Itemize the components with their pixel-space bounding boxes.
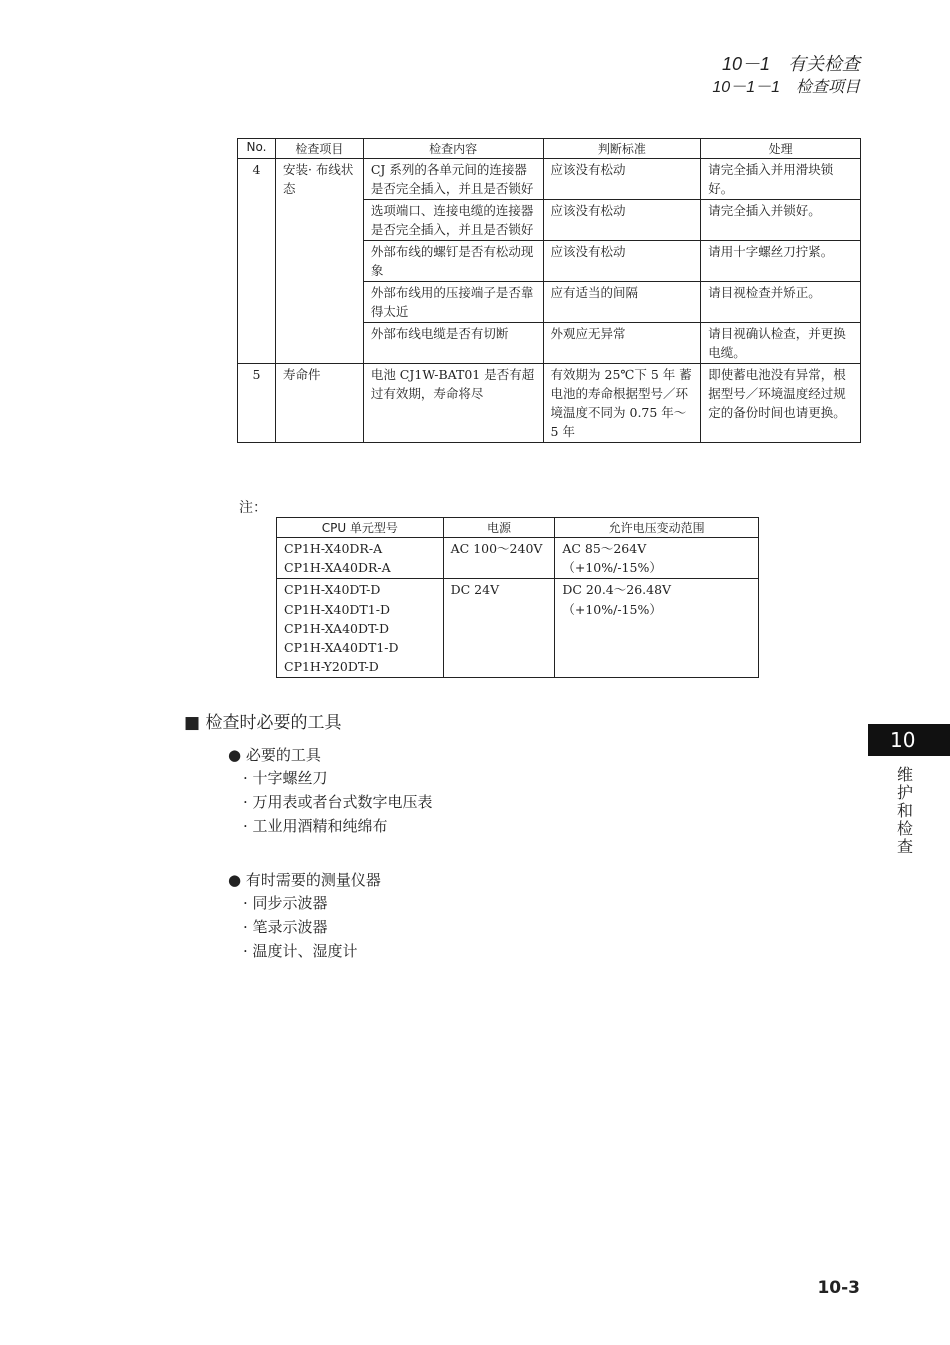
action: 请用十字螺丝刀拧紧。 <box>701 241 861 282</box>
range-tolerance: （+10%/-15%） <box>562 560 662 576</box>
chapter-tab-char: 维 <box>896 765 913 784</box>
optional-instruments-title: ● 有时需要的测量仪器 <box>228 871 381 889</box>
list-item: · 万用表或者台式数字电压表 <box>243 793 433 811</box>
criteria: 应该没有松动 <box>543 200 701 241</box>
check-content: 电池 CJ1W-BAT01 是否有超过有效期，寿命将尽 <box>363 364 543 443</box>
item-name: 安装· 布线状态 <box>275 159 363 364</box>
power-cell: AC 100～240V <box>443 538 555 579</box>
header-power: 电源 <box>443 518 555 538</box>
chapter-tab-char: 检 <box>896 819 913 838</box>
header-criteria: 判断标准 <box>543 139 701 159</box>
action: 请完全插入并用滑块锁好。 <box>701 159 861 200</box>
model-cell <box>277 538 444 579</box>
item-name: 寿命件 <box>275 364 363 443</box>
action: 请目视确认检查，并更换电缆。 <box>701 323 861 364</box>
criteria: 应该没有松动 <box>543 159 701 200</box>
inspection-table <box>237 138 861 443</box>
range-value: AC 85～264V <box>562 541 647 556</box>
model-cell <box>277 579 444 678</box>
model-name: CP1H-X40DT-D <box>284 582 381 598</box>
table-header-row <box>277 518 759 538</box>
model-name: CP1H-Y20DT-D <box>284 659 379 675</box>
check-content: 外部布线的螺钉是否有松动现象 <box>363 241 543 282</box>
table-row <box>277 538 759 579</box>
criteria: 应有适当的间隔 <box>543 282 701 323</box>
page-number: 10-3 <box>817 1278 860 1298</box>
power-cell: DC 24V <box>443 579 555 678</box>
check-content: CJ 系列的各单元间的连接器是否完全插入，并且是否锁好 <box>363 159 543 200</box>
item-no: 5 <box>238 364 276 443</box>
range-value: DC 20.4～26.48V <box>562 582 672 598</box>
header-model: CPU 单元型号 <box>277 518 444 538</box>
header-range: 允许电压变动范围 <box>555 518 759 538</box>
criteria: 外观应无异常 <box>543 323 701 364</box>
voltage-table <box>276 517 759 678</box>
section-header: 10－1 有关检查 <box>721 54 860 74</box>
table-row <box>238 159 861 200</box>
subsection-header: 10－1－1 检查项目 <box>712 79 860 96</box>
check-content: 外部布线用的压接端子是否靠得太近 <box>363 282 543 323</box>
model-name: CP1H-XA40DT-D <box>284 620 389 636</box>
model-name: CP1H-XA40DR-A <box>284 560 391 576</box>
action: 即使蓄电池没有异常，根据型号／环境温度经过规定的备份时间也请更换。 <box>701 364 861 443</box>
header-content: 检查内容 <box>363 139 543 159</box>
required-tools-title: ● 必要的工具 <box>228 746 321 764</box>
chapter-tab-char: 查 <box>896 837 913 856</box>
header-no: No. <box>238 139 276 159</box>
item-no: 4 <box>238 159 276 364</box>
tools-section-title: ■ 检查时必要的工具 <box>184 713 342 733</box>
chapter-tab-char: 和 <box>896 801 913 820</box>
action: 请目视检查并矫正。 <box>701 282 861 323</box>
list-item: · 温度计、湿度计 <box>243 942 358 960</box>
table-row <box>238 364 861 443</box>
range-cell <box>555 579 759 678</box>
model-name: CP1H-XA40DT1-D <box>284 640 399 656</box>
check-content: 选项端口、连接电缆的连接器是否完全插入，并且是否锁好 <box>363 200 543 241</box>
action: 请完全插入并锁好。 <box>701 200 861 241</box>
note-label: 注： <box>239 500 267 516</box>
model-name: CP1H-X40DR-A <box>284 541 383 556</box>
header-item: 检查项目 <box>275 139 363 159</box>
optional-instruments-list <box>243 891 358 963</box>
criteria: 应该没有松动 <box>543 241 701 282</box>
check-content: 外部布线电缆是否有切断 <box>363 323 543 364</box>
model-name: CP1H-X40DT1-D <box>284 601 390 617</box>
header-action: 处理 <box>701 139 861 159</box>
table-header-row <box>238 139 861 159</box>
list-item: · 笔录示波器 <box>243 918 328 936</box>
range-cell <box>555 538 759 579</box>
list-item: · 十字螺丝刀 <box>243 769 328 787</box>
criteria: 有效期为 25℃下 5 年 蓄电池的寿命根据型号／环境温度不同为 0.75 年～5 年 <box>543 364 701 443</box>
list-item: · 工业用酒精和纯绵布 <box>243 817 388 835</box>
list-item: · 同步示波器 <box>243 894 328 912</box>
chapter-tab-number: 10 <box>868 724 950 756</box>
table-row <box>277 579 759 678</box>
range-tolerance: （+10%/-15%） <box>562 601 662 617</box>
chapter-tab-char: 护 <box>896 783 913 802</box>
required-tools-list <box>243 766 433 838</box>
chapter-tab-label <box>895 766 915 856</box>
